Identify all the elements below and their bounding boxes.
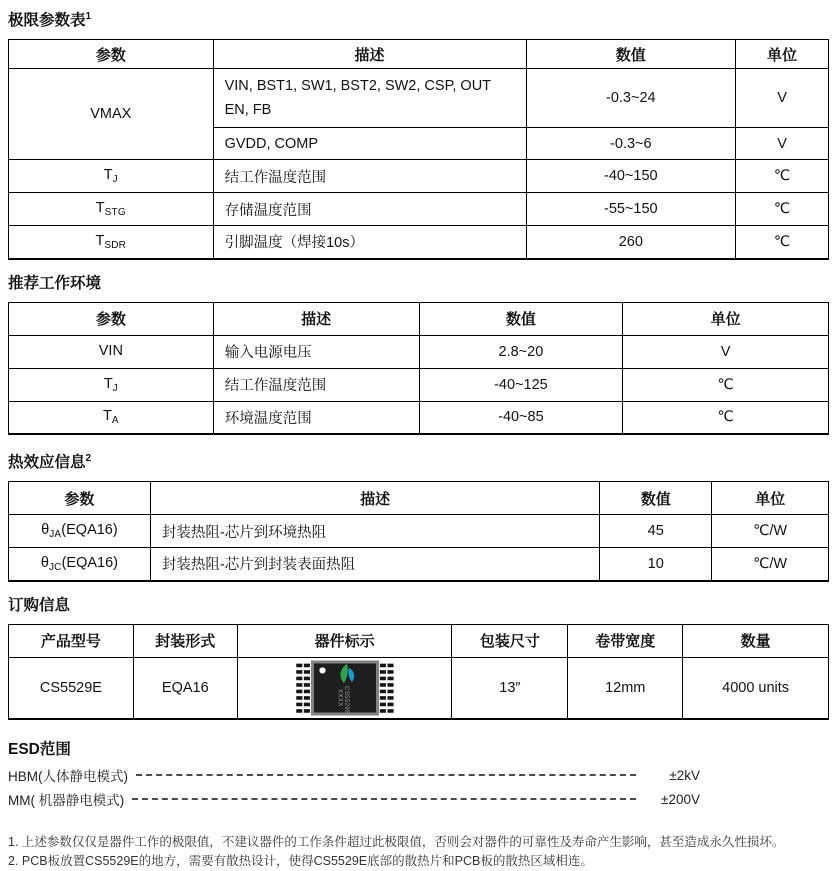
- recommended-desc-tj: 结工作温度范围: [213, 368, 419, 401]
- ordering-marking-cell: [237, 657, 452, 719]
- limits-value-vmax-1: -0.3~24: [526, 69, 736, 128]
- recommended-table: [8, 302, 829, 436]
- esd-label-hbm: HBM(人体静电模式): [8, 769, 128, 784]
- recommended-desc-ta: 环境温度范围: [213, 401, 419, 434]
- section-title-thermal-text: 热效应信息: [8, 454, 86, 471]
- thermal-param-theta-ja: $\theta_{JA}(EQA16)$: [9, 515, 151, 548]
- limits-header-value: 数值: [526, 40, 736, 69]
- thermal-header-row: [9, 482, 829, 515]
- ordering-qty: 4000 units: [683, 657, 829, 719]
- esd-dash-line: [132, 798, 636, 800]
- table-row: [9, 368, 829, 401]
- esd-value-hbm: ±2kV: [669, 767, 700, 783]
- esd-row-hbm: [8, 763, 700, 787]
- thermal-header-desc: 描述: [150, 482, 599, 515]
- limits-param-vmax: VMAX: [9, 69, 214, 160]
- ordering-tape: 12mm: [568, 657, 683, 719]
- ordering-header-qty: 数量: [683, 624, 829, 657]
- footnote-2: 2. PCB板放置CS5529E的地方，需要有散热设计，使得CS5529E底部的散热片和PCB板的散热区域相连。: [8, 854, 593, 868]
- limits-desc-tj: 结工作温度范围: [213, 160, 526, 193]
- table-row: [9, 657, 829, 719]
- recommended-header-unit: 单位: [623, 302, 829, 335]
- recommended-header-row: [9, 302, 829, 335]
- thermal-value-theta-jc: 10: [600, 548, 712, 581]
- table-row: [9, 401, 829, 434]
- section-title-ordering: 订购信息: [8, 596, 71, 614]
- recommended-header-desc: 描述: [213, 302, 419, 335]
- esd-value-mm: ±200V: [661, 791, 700, 807]
- table-row: [9, 69, 829, 128]
- section-title-recommended: 推荐工作环境: [8, 274, 102, 292]
- desc-line-2: EN, FB: [224, 102, 272, 118]
- limits-unit-tstg: ℃: [736, 193, 829, 226]
- limits-header-row: [9, 40, 829, 69]
- recommended-value-ta: -40~85: [419, 401, 623, 434]
- recommended-unit-ta: ℃: [623, 401, 829, 434]
- chip-marking-line1: CS5529E: [342, 685, 349, 715]
- section-title-limits-sup: 1: [85, 11, 92, 22]
- table-row: [9, 226, 829, 259]
- desc-line-1: VIN, BST1, SW1, BST2, SW2, CSP, OUT: [224, 78, 492, 94]
- section-title-esd: ESD范围: [8, 741, 71, 758]
- ordering-model: CS5529E: [9, 657, 134, 719]
- footnote-1: 1. 上述参数仅仅是器件工作的极限值，不建议器件的工作条件超过此极限值，否则会对器件的可靠性及寿命产生影响，甚至造成永久性损坏。: [8, 835, 785, 849]
- limits-desc-tstg: 存储温度范围: [213, 193, 526, 226]
- limits-table: [8, 39, 829, 260]
- table-row: [9, 335, 829, 368]
- recommended-param-vin: VIN: [9, 335, 214, 368]
- recommended-param-tj: $T_J$: [9, 368, 214, 401]
- limits-desc-vmax-1: [213, 69, 526, 128]
- chip-marking-line2: XXXX: [335, 688, 342, 707]
- section-title-limits-text: 极限参数表: [8, 12, 86, 29]
- limits-unit-tsdr: ℃: [736, 226, 829, 259]
- thermal-value-theta-ja: 45: [600, 515, 712, 548]
- limits-unit-vmax-1: V: [736, 69, 829, 128]
- recommended-desc-vin: 输入电源电压: [213, 335, 419, 368]
- ordering-header-marking: 器件标示: [237, 624, 452, 657]
- table-row: [9, 515, 829, 548]
- recommended-header-value: 数值: [419, 302, 623, 335]
- limits-unit-vmax-2: V: [736, 128, 829, 160]
- thermal-header-param: 参数: [9, 482, 151, 515]
- limits-param-tstg: $T_{STG}$: [9, 193, 214, 226]
- esd-row-mm: [8, 787, 700, 811]
- table-row: [9, 160, 829, 193]
- limits-header-desc: 描述: [213, 40, 526, 69]
- thermal-unit-theta-jc: ℃/W: [712, 548, 829, 581]
- limits-unit-tj: ℃: [736, 160, 829, 193]
- ordering-package: EQA16: [133, 657, 237, 719]
- thermal-header-value: 数值: [600, 482, 712, 515]
- limits-header-unit: 单位: [736, 40, 829, 69]
- recommended-value-tj: -40~125: [419, 368, 623, 401]
- thermal-table: [8, 481, 829, 582]
- limits-desc-vmax-2: GVDD, COMP: [213, 128, 526, 160]
- section-title-thermal: [8, 449, 829, 473]
- thermal-desc-theta-jc: 封装热阻-芯片到封装表面热阻: [150, 548, 599, 581]
- thermal-param-theta-jc: $\theta_{JC}(EQA16)$: [9, 548, 151, 581]
- ordering-header-tape: 卷带宽度: [568, 624, 683, 657]
- section-title-limits: [8, 7, 829, 31]
- limits-desc-tsdr: 引脚温度（焊接10s）: [213, 226, 526, 259]
- table-row: [9, 548, 829, 581]
- section-title-thermal-sup: 2: [85, 453, 92, 464]
- recommended-unit-vin: V: [623, 335, 829, 368]
- chip-package-image: [295, 660, 395, 716]
- ordering-size: 13″: [452, 657, 568, 719]
- recommended-param-ta: $T_A$: [9, 401, 214, 434]
- ordering-header-size: 包装尺寸: [452, 624, 568, 657]
- table-row: [9, 193, 829, 226]
- recommended-unit-tj: ℃: [623, 368, 829, 401]
- thermal-header-unit: 单位: [712, 482, 829, 515]
- esd-dash-line: [136, 774, 636, 776]
- limits-header-param: 参数: [9, 40, 214, 69]
- thermal-desc-theta-ja: 封装热阻-芯片到环境热阻: [150, 515, 599, 548]
- limits-value-tsdr: 260: [526, 226, 736, 259]
- esd-label-mm: MM( 机器静电模式): [8, 793, 125, 808]
- limits-value-tstg: -55~150: [526, 193, 736, 226]
- limits-value-tj: -40~150: [526, 160, 736, 193]
- esd-section: [8, 740, 829, 811]
- limits-value-vmax-2: -0.3~6: [526, 128, 736, 160]
- ordering-header-row: [9, 624, 829, 657]
- ordering-header-package: 封装形式: [133, 624, 237, 657]
- recommended-value-vin: 2.8~20: [419, 335, 623, 368]
- chip-pin1-dot: [319, 667, 325, 673]
- footnotes: [8, 833, 829, 871]
- thermal-unit-theta-ja: ℃/W: [712, 515, 829, 548]
- ordering-header-model: 产品型号: [9, 624, 134, 657]
- limits-param-tj: $T_J$: [9, 160, 214, 193]
- limits-param-tsdr: $T_{SDR}$: [9, 226, 214, 259]
- recommended-header-param: 参数: [9, 302, 214, 335]
- ordering-table: [8, 624, 829, 721]
